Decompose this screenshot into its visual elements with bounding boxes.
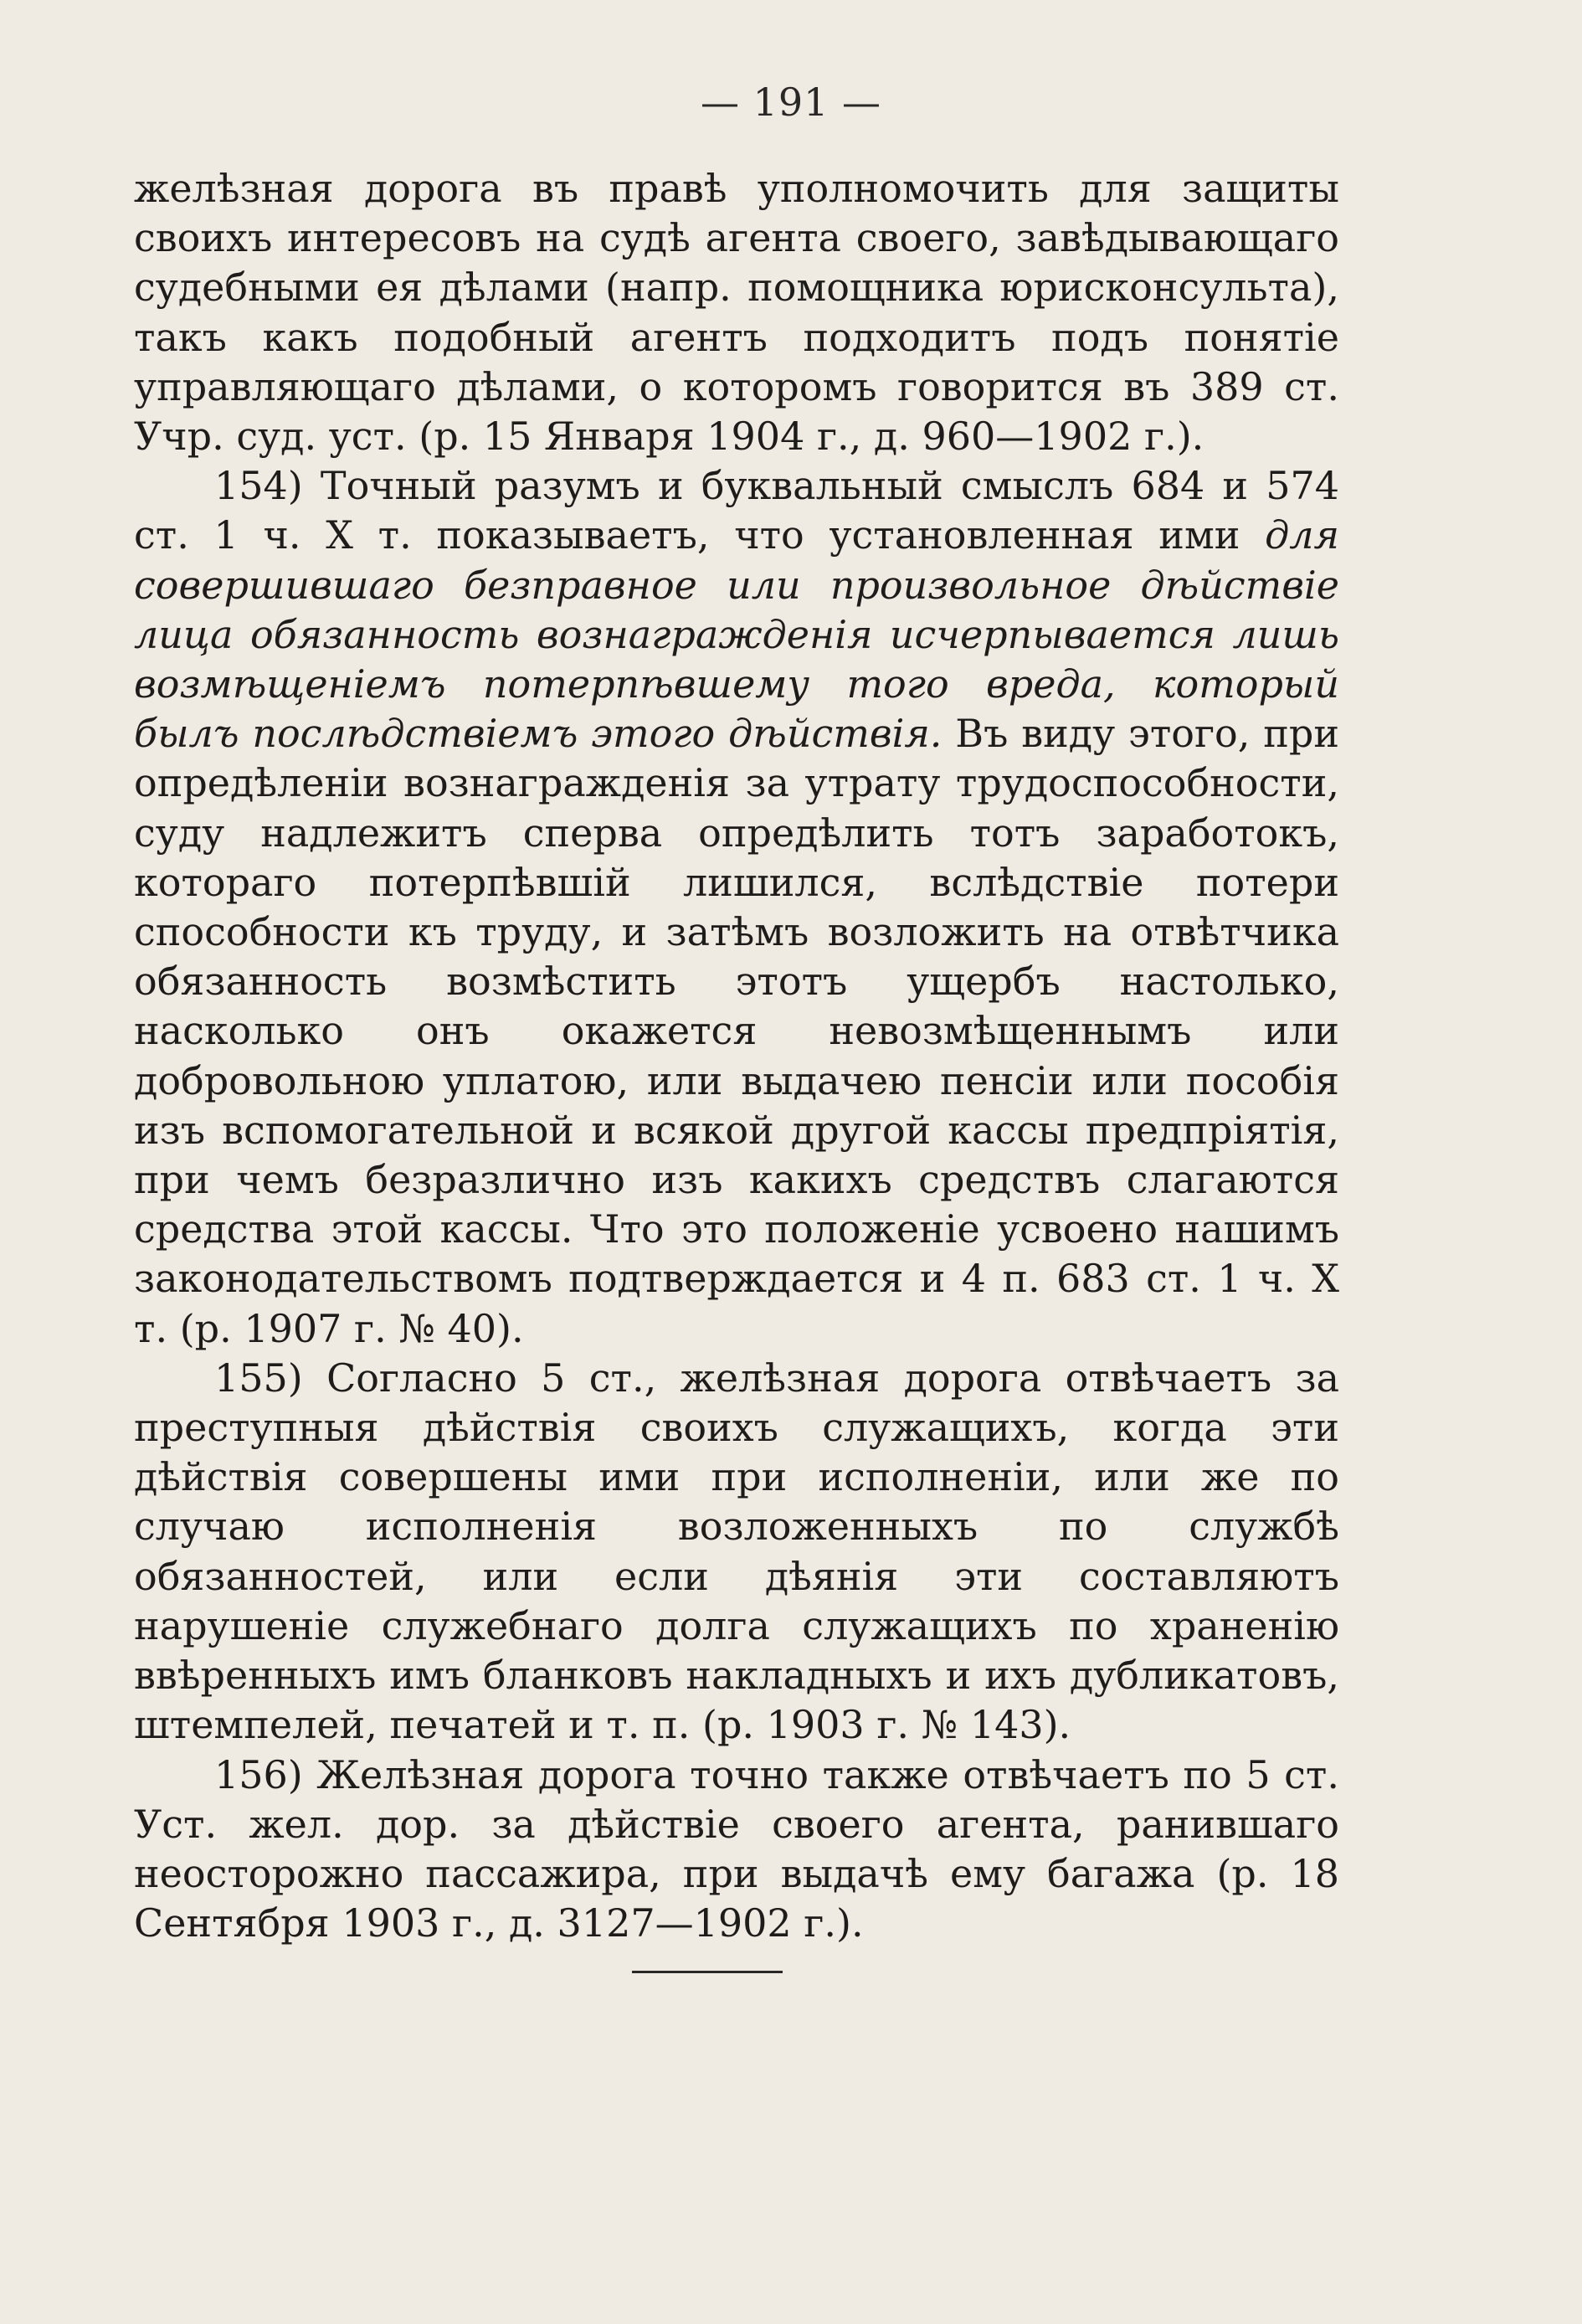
italic-text-segment: для совершившаго безправное или произвольное дѣйствіе лица обязанность вознагражденія исчерпывается лишь возмѣщеніемъ потерпѣвшему того вреда, который былъ послѣдствіемъ этого дѣйствія.	[134, 512, 1339, 757]
page-number: — 191 —	[700, 80, 882, 125]
text-segment: желѣзная дорога въ правѣ уполномочить для защиты своихъ интересовъ на судѣ агента своего, завѣдывающаго судебными ея дѣлами (напр. помощника юрисконсульта), такъ какъ подобный агентъ подходитъ подъ понятіе управляющаго дѣлами, о которомъ говорится въ 389 ст. Учр. суд. уст. (р. 15 Января 1904 г., д. 960—1902 г.).	[134, 166, 1339, 460]
section-end-rule	[632, 1971, 783, 1973]
text-segment: 156) Желѣзная дорога точно также отвѣчаетъ по 5 ст. Уст. жел. дор. за дѣйствіе своего агента, ранившаго неосторожно пассажира, при выдачѣ ему багажа (р. 18 Сентября 1903 г., д. 3127—1902 г.).	[134, 1751, 1339, 1946]
body-text	[134, 164, 1339, 1948]
paragraph-156	[134, 1751, 1339, 1949]
text-segment: 154) Точный разумъ и буквальный смыслъ 684 и 574 ст. 1 ч. X т. показываетъ, что установленная ими	[134, 463, 1339, 558]
text-segment: Въ виду этого, при опредѣленіи вознагражденія за утрату трудоспособности, суду надлежитъ сперва опредѣлить тотъ заработокъ, котораго потерпѣвшій лишился, вслѣдствіе потери способности къ труду, и затѣмъ возложить на отвѣтчика обязанность возмѣстить этотъ ущербъ настолько, насколько онъ окажется невозмѣщеннымъ или добровольною уплатою, или выдачею пенсіи или пособія изъ вспомогательной и всякой другой кассы предпріятія, при чемъ безразлично изъ какихъ средствъ слагаются средства этой кассы. Что это положеніе усвоено нашимъ законодательствомъ подтверждается и 4 п. 683 ст. 1 ч. X т. (р. 1907 г. № 40).	[134, 711, 1340, 1351]
paragraph-continuation	[134, 164, 1339, 461]
paragraph-155	[134, 1354, 1339, 1751]
paragraph-154	[134, 461, 1339, 1354]
text-segment: 155) Согласно 5 ст., желѣзная дорога отвѣчаетъ за преступныя дѣйствія своихъ служащихъ, когда эти дѣйствія совершены ими при исполненіи, или же по случаю исполненія возложенныхъ по службѣ обязанностей, или если дѣянія эти составляютъ нарушеніе служебнаго долга служащихъ по храненію ввѣренныхъ имъ бланковъ накладныхъ и ихъ дубликатовъ, штемпелей, печатей и т. п. (р. 1903 г. № 143).	[134, 1355, 1339, 1748]
